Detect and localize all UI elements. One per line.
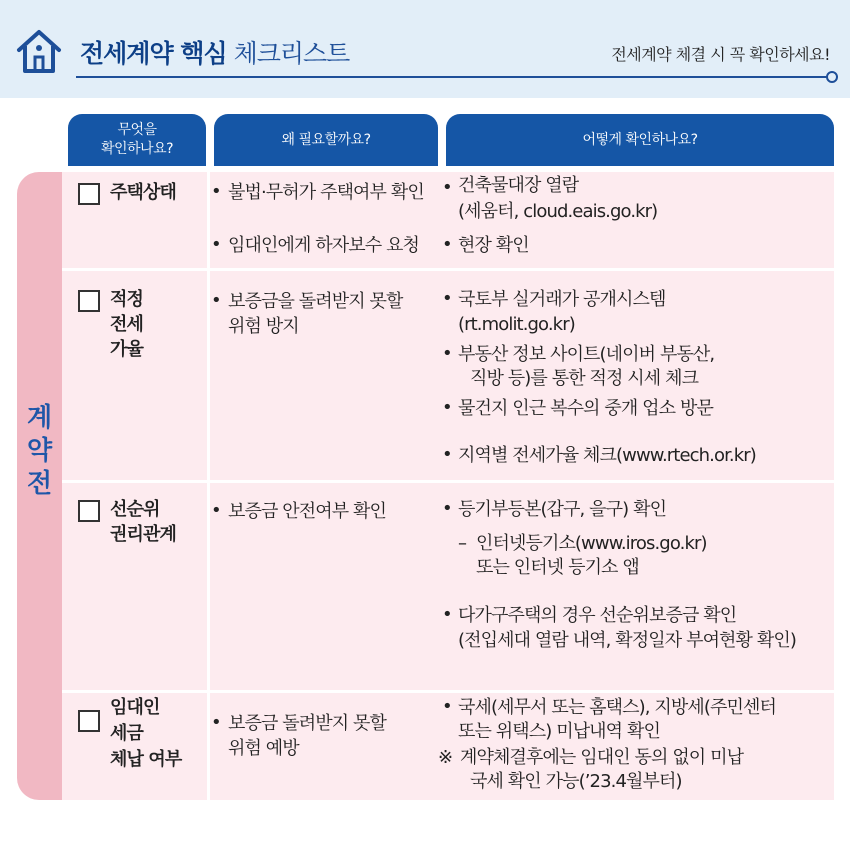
row2-checkbox[interactable] bbox=[78, 290, 100, 312]
side-label-char: 약 bbox=[26, 436, 53, 466]
row3-why: 보증금 안전여부 확인 bbox=[228, 501, 387, 522]
title-bold: 전세계약 핵심 bbox=[80, 39, 227, 68]
side-label bbox=[17, 402, 62, 501]
row1-how-1-line2: (세움터, cloud.eais.go.kr) bbox=[458, 201, 658, 222]
header-banner bbox=[0, 0, 850, 98]
row4-why-line2: 위험 예방 bbox=[228, 738, 299, 759]
row2-how-2-line2: 직방 등)를 통한 적정 시세 체크 bbox=[470, 368, 699, 389]
bullet: • bbox=[442, 288, 453, 309]
row2-how-1-line1: 국토부 실거래가 공개시스템 bbox=[458, 289, 666, 310]
title-light: 체크리스트 bbox=[233, 39, 350, 68]
row1-why-1: 불법·무허가 주택여부 확인 bbox=[228, 182, 424, 203]
bullet: • bbox=[211, 290, 222, 311]
row3-category-1: 선순위 bbox=[110, 499, 160, 520]
bullet: • bbox=[442, 444, 453, 465]
row4-how-2-line1: 계약체결후에는 임대인 동의 없이 미납 bbox=[460, 747, 744, 768]
house-icon bbox=[14, 26, 64, 76]
row1-how-1-line1: 건축물대장 열람 bbox=[458, 175, 579, 196]
side-label-band bbox=[17, 172, 62, 800]
row2-how-1-line2: (rt.molit.go.kr) bbox=[458, 314, 575, 335]
row4-category-1: 임대인 bbox=[110, 697, 160, 718]
column-header-why: 왜 필요할까요? bbox=[214, 114, 438, 166]
row1-why-2: 임대인에게 하자보수 요청 bbox=[228, 235, 420, 256]
row2-category-2: 전세 bbox=[110, 314, 143, 335]
column-header-what bbox=[68, 114, 206, 166]
column-header-what-line2: 확인하나요? bbox=[100, 141, 174, 157]
row3-how-1: 등기부등본(갑구, 을구) 확인 bbox=[458, 499, 667, 520]
row4-how-1-line2: 또는 위택스) 미납내역 확인 bbox=[458, 721, 660, 742]
column-header-what-line1: 무엇을 bbox=[117, 122, 157, 138]
row1-category: 주택상태 bbox=[110, 182, 176, 203]
row-divider bbox=[62, 268, 834, 271]
row2-why-line1: 보증금을 돌려받지 못할 bbox=[228, 291, 403, 312]
bullet: • bbox=[442, 696, 453, 717]
row3-how-3-line2: (전입세대 열람 내역, 확정일자 부여현황 확인) bbox=[458, 630, 796, 651]
row1-checkbox[interactable] bbox=[78, 183, 100, 205]
row1-how-2: 현장 확인 bbox=[458, 235, 529, 256]
page-title bbox=[80, 34, 349, 70]
bullet: • bbox=[442, 397, 453, 418]
row2-how-2-line1: 부동산 정보 사이트(네이버 부동산, bbox=[458, 344, 715, 365]
column-divider bbox=[207, 172, 210, 800]
column-header-how: 어떻게 확인하나요? bbox=[446, 114, 834, 166]
bullet: • bbox=[442, 604, 453, 625]
bullet: • bbox=[211, 181, 222, 202]
row4-why-line1: 보증금 돌려받지 못할 bbox=[228, 713, 387, 734]
row-divider bbox=[62, 690, 834, 693]
row3-how-2-dash: – bbox=[458, 533, 467, 554]
row2-category-1: 적정 bbox=[110, 289, 143, 310]
row-divider bbox=[62, 480, 834, 483]
bullet: • bbox=[211, 234, 222, 255]
bullet: • bbox=[442, 234, 453, 255]
bullet: • bbox=[211, 500, 222, 521]
row3-checkbox[interactable] bbox=[78, 500, 100, 522]
row4-how-2-mark: ※ bbox=[438, 747, 453, 768]
row4-category-3: 체납 여부 bbox=[110, 749, 182, 770]
row3-how-3-line1: 다가구주택의 경우 선순위보증금 확인 bbox=[458, 605, 737, 626]
row2-why-line2: 위험 방지 bbox=[228, 316, 299, 337]
row4-category-2: 세금 bbox=[110, 723, 143, 744]
row2-how-4: 지역별 전세가율 체크(www.rtech.or.kr) bbox=[458, 445, 756, 466]
bullet: • bbox=[211, 712, 222, 733]
row3-category-2: 권리관계 bbox=[110, 524, 176, 545]
row2-how-3: 물건지 인근 복수의 중개 업소 방문 bbox=[458, 398, 713, 419]
side-label-char: 계 bbox=[26, 403, 53, 433]
bullet: • bbox=[442, 177, 453, 198]
row3-how-2-line1: 인터넷등기소(www.iros.go.kr) bbox=[476, 533, 707, 554]
header-divider bbox=[76, 76, 828, 78]
bullet: • bbox=[442, 498, 453, 519]
row3-how-2-line2: 또는 인터넷 등기소 앱 bbox=[476, 557, 639, 578]
row2-category-3: 가율 bbox=[110, 339, 143, 360]
row4-checkbox[interactable] bbox=[78, 710, 100, 732]
header-divider-dot bbox=[826, 71, 838, 83]
page-subtitle: 전세계약 체결 시 꼭 확인하세요! bbox=[611, 45, 830, 64]
side-label-char: 전 bbox=[26, 469, 53, 499]
row4-how-2-line2: 국세 확인 가능(’23.4월부터) bbox=[470, 771, 682, 792]
bullet: • bbox=[442, 343, 453, 364]
row4-how-1-line1: 국세(세무서 또는 홈택스), 지방세(주민센터 bbox=[458, 697, 776, 718]
